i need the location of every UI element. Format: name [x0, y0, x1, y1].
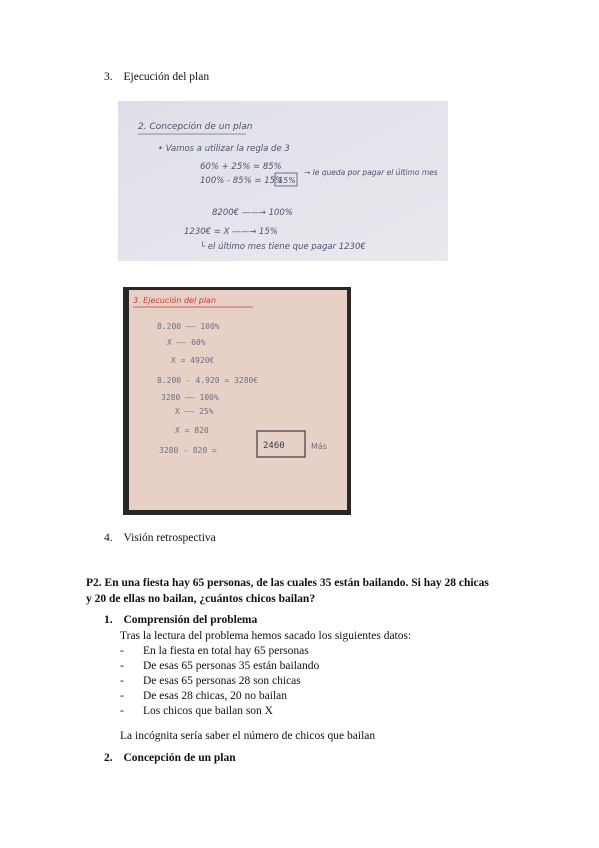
handwritten-photo-execution — [123, 287, 351, 515]
problem-line-2: y 20 de ellas no bailan, ¿cuántos chicos bailan? — [86, 593, 316, 605]
section-3-heading — [104, 71, 209, 83]
photo-2-line-1: 8.200 —— 100% — [157, 322, 220, 331]
photo-1-line-7: └ el último mes tiene que pagar 1230€ — [200, 242, 366, 252]
photo-1-canvas — [118, 101, 448, 261]
list-dash: - — [120, 675, 124, 687]
section-4-number: 4. — [104, 532, 113, 544]
photo-2-line-3: X = 4920€ — [171, 356, 215, 365]
section-4-title: Visión retrospectiva — [123, 532, 216, 544]
handwritten-photo-plan — [118, 101, 448, 261]
photo-1-line-3: 100% - 85% = 15% — [200, 176, 284, 186]
section-4-heading — [104, 532, 216, 544]
list-item — [120, 690, 440, 702]
comprension-intro: Tras la lectura del problema hemos sacado los siguientes datos: — [120, 630, 412, 642]
photo-2-boxed-value: 2460 — [263, 441, 285, 451]
photo-2-line-6: X —— 25% — [175, 407, 214, 416]
list-dash: - — [120, 690, 124, 702]
list-dash: - — [120, 660, 124, 672]
photo-2-suffix: Más — [311, 442, 327, 451]
list-item-text: De esas 65 personas 35 están bailando — [143, 660, 320, 672]
comprension-title: Comprensión del problema — [123, 614, 258, 626]
photo-1-line-6: 1230€ = X ——→ 15% — [184, 227, 278, 237]
concepcion-title: Concepción de un plan — [123, 752, 236, 764]
concepcion-number: 2. — [104, 752, 113, 764]
comprension-heading — [104, 614, 257, 626]
incognita-text: La incógnita sería saber el número de chicos que bailan — [120, 730, 376, 742]
problem-line-1: P2. En una fiesta hay 65 personas, de las cuales 35 están bailando. Si hay 28 chicas — [86, 577, 489, 589]
photo-2-line-5: 3280 —— 100% — [161, 393, 219, 402]
list-dash: - — [120, 705, 124, 717]
photo-2-line-2: X —— 60% — [167, 338, 206, 347]
photo-1-line-2: 60% + 25% = 85% — [200, 162, 282, 172]
comprension-number: 1. — [104, 614, 113, 626]
photo-1-boxed-value: 15% — [278, 176, 296, 185]
list-item-text: Los chicos que bailan son X — [143, 705, 273, 717]
concepcion-heading — [104, 752, 236, 764]
list-item — [120, 675, 440, 687]
photo-2-heading: 3. Ejecución del plan — [133, 296, 217, 305]
problem-statement — [86, 575, 526, 607]
photo-1-line-5: 8200€ ——→ 100% — [212, 208, 293, 218]
section-3-number: 3. — [104, 71, 113, 83]
photo-1-note: → le queda por pagar el último mes — [304, 168, 438, 177]
photo-2-line-8: 3280 - 820 = — [159, 446, 217, 455]
photo-1-line-1: • Vamos a utilizar la regla de 3 — [158, 144, 290, 154]
photo-1-heading: 2. Concepción de un plan — [138, 122, 253, 132]
section-3-title: Ejecución del plan — [123, 71, 210, 83]
photo-2-canvas — [123, 287, 351, 515]
list-item — [120, 645, 440, 657]
list-item-text: En la fiesta en total hay 65 personas — [143, 645, 309, 657]
photo-2-line-7: X = 820 — [175, 426, 209, 435]
list-item — [120, 705, 440, 717]
list-item-text: De esas 28 chicas, 20 no bailan — [143, 690, 288, 702]
list-item-text: De esas 65 personas 28 son chicas — [143, 675, 301, 687]
list-item — [120, 660, 440, 672]
list-dash: - — [120, 645, 124, 657]
photo-2-line-4: 8.200 - 4.920 = 3280€ — [157, 376, 259, 385]
